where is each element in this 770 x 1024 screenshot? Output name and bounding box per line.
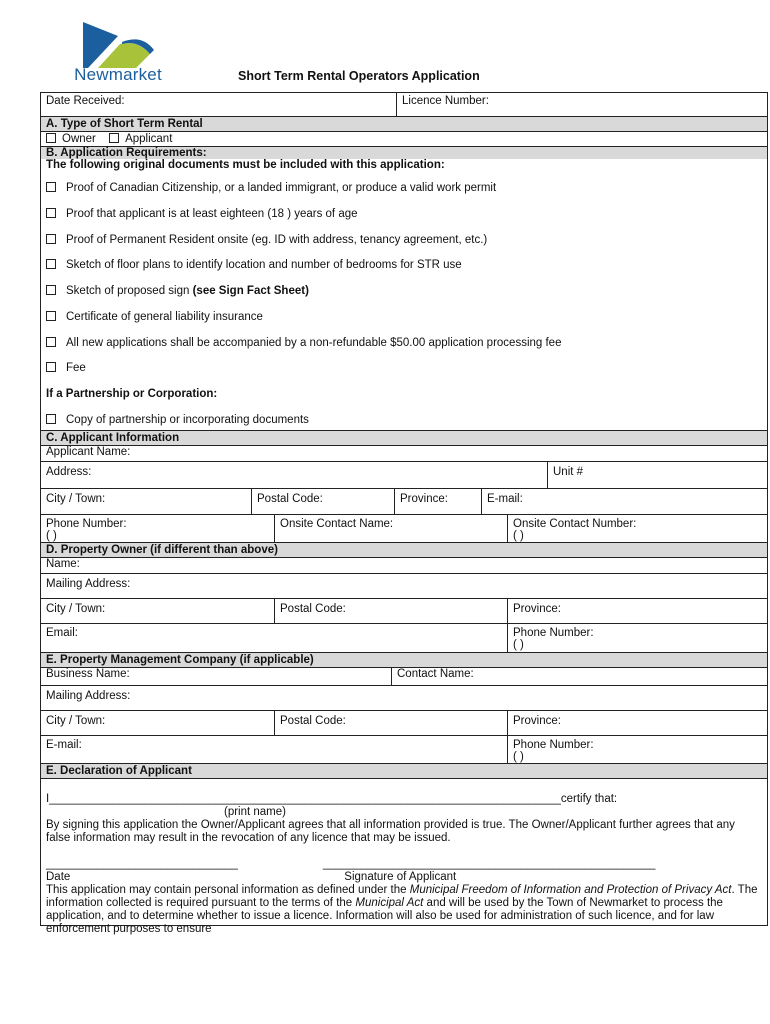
owner-email-row [41,624,767,653]
print-name-label: (print name) [224,806,286,818]
owner-city-row [41,599,767,624]
province-field[interactable]: Province: [394,489,481,514]
section-b-intro: The following original documents must be included with this application: [46,159,445,171]
req-checkbox[interactable] [46,362,56,372]
req-item: Proof of Permanent Resident onsite (eg. ID with address, tenancy agreement, etc.) [46,234,487,246]
signature-lines[interactable]: ______________________________ ____________________________________________________ [46,858,656,870]
req-item: All new applications shall be accompanied by a non-refundable $50.00 application processing fee [46,337,561,349]
req-item: Certificate of general liability insurance [46,311,263,323]
req-checkbox[interactable] [46,337,56,347]
received-row [41,93,767,117]
req-item: Proof that applicant is at least eighteen (18 ) years of age [46,208,358,220]
declaration-statement: By signing this application the Owner/Applicant agrees that all information provided is true. The Owner/Applicant further agrees that any false information may result in the revocation of any licence that may be issued. [46,819,735,844]
address-row [41,462,767,489]
application-form [40,92,768,935]
req-checkbox[interactable] [46,311,56,321]
section-d-heading: D. Property Owner (if different than above) [41,543,767,558]
onsite-number-field[interactable]: Onsite Contact Number: ( ) [507,515,767,542]
privacy-notice: This application may contain personal information as defined under the Municipal Freedom of Information and Protection of Privacy Act. The information collected is required pursuant to the terms of the Municipal Act and will be used by the Town of Newmarket to process the application, and to determine whether to issue a licence. Information will also be used for administration of such licence, and for law enforcement purposes to ensure [46,884,758,935]
req-item: Proof of Canadian Citizenship, or a landed immigrant, or produce a valid work permit [46,182,496,194]
onsite-name-field[interactable]: Onsite Contact Name: [274,515,507,542]
pm-province-field[interactable]: Province: [507,711,767,735]
partnership-heading: If a Partnership or Corporation: [46,388,218,400]
section-a-heading: A. Type of Short Term Rental [41,117,767,132]
pm-mailing-field[interactable]: Mailing Address: [46,690,131,702]
pm-email-field[interactable]: E-mail: [46,739,82,751]
address-field[interactable]: Address: [46,466,92,478]
applicant-checkbox[interactable] [109,133,119,143]
newmarket-logo [58,20,178,86]
section-e-declaration-heading: E. Declaration of Applicant [41,764,767,779]
pm-business-row [41,668,767,686]
logo-mark [58,20,178,70]
pm-contact-field[interactable]: Contact Name: [391,668,767,685]
email-field[interactable]: E-mail: [481,489,767,514]
owner-name-field[interactable]: Name: [46,558,80,570]
owner-email-field[interactable]: Email: [46,627,78,639]
date-label: Date [46,871,71,883]
signature-label: Signature of Applicant [344,871,457,883]
applicant-name-row [41,446,767,462]
owner-postal-field[interactable]: Postal Code: [274,599,507,623]
licence-number-field[interactable]: Licence Number: [396,93,767,116]
declaration-block [41,779,767,935]
req-checkbox[interactable] [46,414,56,424]
phone-field[interactable]: Phone Number: ( ) [46,518,127,542]
owner-mailing-field[interactable]: Mailing Address: [46,578,131,590]
section-b-heading: B. Application Requirements: [41,147,767,159]
pm-city-row [41,711,767,736]
applicant-label: Applicant [125,133,173,145]
rental-type-row [41,132,767,147]
page-title: Short Term Rental Operators Application [238,69,480,83]
owner-mailing-row [41,574,767,599]
section-e-pm-heading: E. Property Management Company (if applicable) [41,653,767,668]
date-received-field[interactable]: Date Received: [46,95,125,107]
req-checkbox[interactable] [46,182,56,192]
owner-label: Owner [62,133,96,145]
postal-field[interactable]: Postal Code: [251,489,394,514]
pm-business-field[interactable]: Business Name: [46,668,130,680]
phone-row [41,515,767,543]
applicant-name-field[interactable]: Applicant Name: [46,446,131,458]
owner-province-field[interactable]: Province: [507,599,767,623]
pm-city-field[interactable]: City / Town: [46,715,106,727]
req-item: Sketch of proposed sign (see Sign Fact Sheet) [46,285,309,297]
certify-line[interactable]: I________________________________________________________________________________certify that: [46,793,618,805]
req-item: Copy of partnership or incorporating documents [46,414,309,426]
req-checkbox[interactable] [46,285,56,295]
req-item: Fee [46,362,86,374]
owner-phone-field[interactable]: Phone Number: ( ) [507,624,767,652]
city-field[interactable]: City / Town: [46,493,106,505]
section-c-heading: C. Applicant Information [41,431,767,446]
req-checkbox[interactable] [46,259,56,269]
owner-checkbox[interactable] [46,133,56,143]
pm-email-row [41,736,767,764]
owner-name-row [41,558,767,574]
req-checkbox[interactable] [46,234,56,244]
pm-mailing-row [41,686,767,711]
unit-field[interactable]: Unit # [547,462,767,488]
city-row [41,489,767,515]
section-b [41,147,767,431]
req-checkbox[interactable] [46,208,56,218]
logo-wordmark: Newmarket [74,65,162,84]
pm-postal-field[interactable]: Postal Code: [274,711,507,735]
pm-phone-field[interactable]: Phone Number: ( ) [507,736,767,763]
req-item: Sketch of floor plans to identify location and number of bedrooms for STR use [46,259,462,271]
owner-city-field[interactable]: City / Town: [46,603,106,615]
